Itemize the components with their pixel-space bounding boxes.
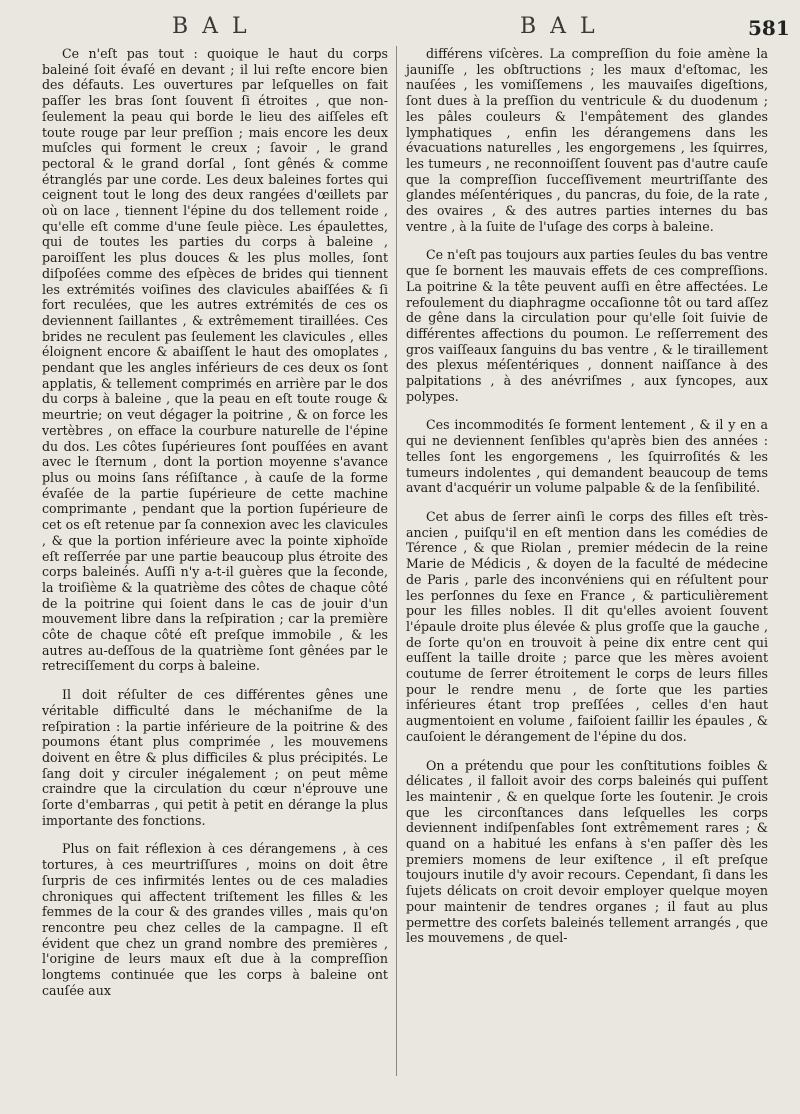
paragraph: différens viſcères. La compreſſion du foie amène la jauniſſe , les obſtructions ; les maux d'eſtomac, les nauſées , les vomiſſemens , les mauvaiſes digeſtions, ſont dues à la preſſion du ventricule & du duodenum ; les pâles couleurs & l'empâtement des glandes lymphatiques , enfin les dérangemens dans les évacuations naturelles , les engorgemens , les ſquirres, les tumeurs , ne reconnoiſſent ſouvent pas d'autre cauſe que la compreſſion ſucceſſivement meurtriſſante des glandes méſentériques , du pancras, du foie, de la rate , des ovaires , & des autres parties internes du bas ventre , à la ſuite de l'uſage des corps à baleine. <box>406 46 768 234</box>
paragraph: Ces incommodités ſe forment lentement , & il y en a qui ne deviennent ſenſibles qu'après bien des années : telles ſont les engorgemens , les ſquirroſités & les tumeurs indolentes , qui demandent beaucoup de tems avant d'acquérir un volume palpable & de la ſenſibilité. <box>406 417 768 496</box>
header-left-title: BAL <box>172 14 261 39</box>
right-column <box>406 46 768 959</box>
paragraph: Il doit réſulter de ces différentes gênes une véritable difficulté dans le méchaniſme de la reſpiration : la partie inférieure de la poitrine & des poumons étant plus comprimée , les mouvemens doivent en être & plus difficiles & plus précipités. Le ſang doit y circuler inégalement ; on peut même craindre que la circulation du cœur n'éprouve une ſorte d'embarras , qui petit à petit en dérange la plus importante des fonctions. <box>42 687 388 828</box>
paragraph: Ce n'eſt pas toujours aux parties ſeules du bas ventre que ſe bornent les mauvais effets de ces compreſſions. La poitrine & la tête peuvent auſſi en être affectées. Le refoulement du diaphragme occaſionne tôt ou tard aſſez de gêne dans la circulation pour qu'elle ſoit ſuivie de différentes affections du poumon. Le reſſerrement des gros vaiſſeaux ſanguins du bas ventre , & le tiraillement des plexus méſentériques , donnent naiſſance à des palpitations , à des anévriſmes , aux ſyncopes, aux polypes. <box>406 247 768 404</box>
paragraph: Plus on fait réflexion à ces dérangemens , à ces tortures, à ces meurtriſſures , moins on doit être ſurpris de ces infirmités lentes ou de ces maladies chroniques qui affectent triſtement les filles & les femmes de la cour & des grandes villes , mais qu'on rencontre peu chez celles de la campagne. Il eſt évident que chez un grand nombre des premières , l'origine de leurs maux eſt due à la compreſſion longtems continuée que les corps à baleine ont cauſée aux <box>42 841 388 998</box>
running-header <box>0 14 800 44</box>
left-column <box>42 46 388 1011</box>
page-number: 581 <box>748 16 790 40</box>
header-right-title: BAL <box>520 14 609 39</box>
column-divider <box>396 46 397 1076</box>
paragraph: On a prétendu que pour les conſtitutions foibles & délicates , il falloit avoir des corps baleinés qui puſſent les maintenir , & en quelque ſorte les ſoutenir. Je crois que les circonſtances dans leſquelles les corps deviennent indiſpenſables ſont extrêmement rares ; & quand on a habitué les enfans à s'en paſſer dès les premiers momens de leur exiſtence , il eſt preſque toujours inutile d'y avoir recours. Cependant, ſi dans les ſujets délicats on croit devoir employer quelque moyen pour maintenir de tendres organes ; il faut au plus permettre des corſets baleinés tellement arrangés , que les mouvemens , de quel- <box>406 757 768 946</box>
paragraph: Cet abus de ſerrer ainſi le corps des filles eſt très-ancien , puiſqu'il en eſt mention dans les comédies de Térence , & que Riolan , premier médecin de la reine Marie de Médicis , & doyen de la faculté de médecine de Paris , parle des inconvéniens qui en réſultent pour les perſonnes du ſexe en France , & particulièrement pour les filles nobles. Il dit qu'elles avoient ſouvent l'épaule droite plus élevée & plus groſſe que la gauche , de ſorte qu'on en trouvoit à peine dix entre cent qui euſſent la taille droite ; parce que les mères avoient coutume de ſerrer étroitement le corps de leurs filles pour le rendre menu , de ſorte que les parties inférieures étant trop preſſées , celles d'en haut augmentoient en volume , faiſoient ſaillir les épaules , & cauſoient le dérangement de l'épine du dos. <box>406 508 768 744</box>
paragraph: Ce n'eſt pas tout : quoique le haut du corps baleiné ſoit évaſé en devant ; il lui reſte encore bien des défauts. Les ouvertures par leſquelles on fait paſſer les bras ſont ſouvent ſi étroites , que non-ſeulement la peau qui borde le lieu des aiſſeles eſt toute rouge par leur preſſion ; mais encore les deux muſcles qui forment le creux ; ſavoir , le grand pectoral & le grand dorſal , ſont gênés & comme étranglés par une corde. Les deux baleines fortes qui ceignent tout le long des deux rangées d'œillets par où on lace , tiennent l'épine du dos tellement roide , qu'elle eſt comme d'une ſeule pièce. Les épaulettes, qui de toutes les parties du corps à baleine , paroiſſent les plus douces & les plus molles, ſont diſpoſées comme des eſpèces de brides qui tiennent les extrémités voiſines des clavicules abaiſſées & ſi fort reculées, que les autres extrémités de ces os deviennent ſaillantes , & extrêmement tiraillées. Ces brides ne reculent pas ſeulement les clavicules , elles éloignent encore & abaiſſent le haut des omoplates , pendant que les angles inférieurs de ces deux os ſont applatis, & tellement comprimés en arrière par le dos du corps à baleine , que la peau en eſt toute rouge & meurtrie; on veut dégager la poitrine , & on force les vertèbres , on efface la courbure naturelle de l'épine du dos. Les côtes ſupérieures ſont pouſſées en avant avec le ſternum , dont la portion moyenne s'avance plus ou moins ſans réſiſtance , à cauſe de la forme évaſée de la partie ſupérieure de cette machine comprimante , pendant que la portion ſupérieure de cet os eſt retenue par ſa connexion avec les clavicules , & que la portion inférieure avec la pointe xiphoïde eſt reſſerrée par une partie beaucoup plus étroite des corps baleinés. Auſſi n'y a-t-il guères que la ſeconde, la troiſième & la quatrième des côtes de chaque côté de la poitrine qui ſoient dans le cas de jouir d'un mouvement libre dans la reſpiration ; car la première côte de chaque côté eſt preſque immobile , & les autres au-deſſous de la quatrième ſont gênées par le retreciſſement du corps à baleine. <box>42 46 388 674</box>
